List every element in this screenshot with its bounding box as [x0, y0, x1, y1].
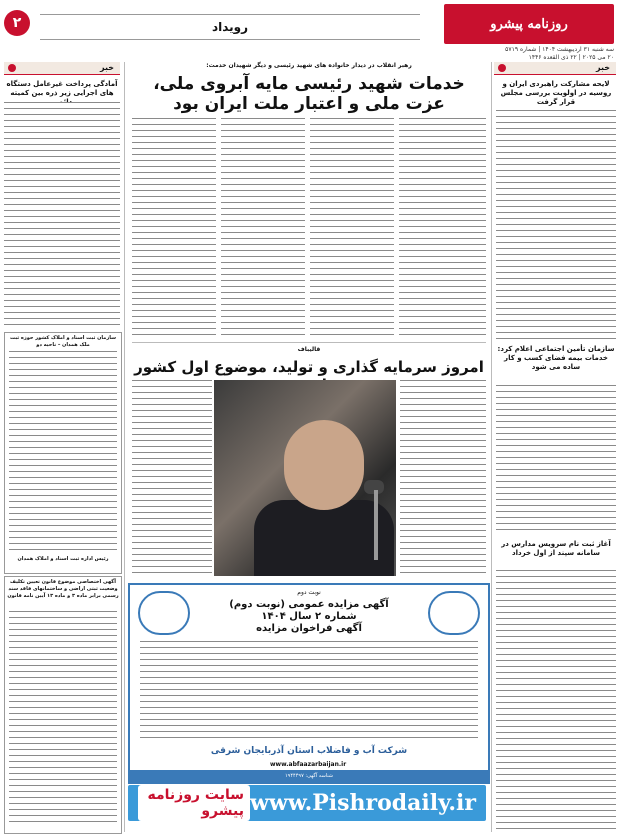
page-number: ۲	[4, 10, 30, 36]
website-banner[interactable]	[128, 785, 486, 821]
divider	[124, 62, 125, 832]
left-headline-1: آمادگی پرداخت غیرعامل دستگاه های اجرایی زیر ذره بین کمیته	[6, 80, 118, 97]
ad-footer: شناسه آگهی: ۱۹۴۴۴۹۷	[130, 770, 488, 782]
ad-kicker: نوبت دوم	[297, 589, 321, 596]
tender-advertisement	[128, 583, 490, 784]
registry-notice-signature: رئیس اداره ثبت اسناد و املاک همدان	[17, 556, 109, 562]
issue-date: سه شنبه ۳۱ اردیبهشت ۱۴۰۴ | شماره ۵۷۱۹ ۲۰ می ۲۰۲۵ | ۲۲ ذی القعده ۱۴۴۶	[505, 46, 614, 61]
left-article-1-body	[4, 102, 120, 327]
right-article-3-body	[496, 570, 616, 832]
land-notice-body	[9, 611, 117, 827]
second-body-col-3	[132, 380, 212, 576]
second-body-col-1	[400, 380, 486, 576]
main-kicker: رهبر انقلاب در دیدار خانواده های شهید رئیسی و دیگر شهیدان خدمت:	[206, 62, 412, 69]
banner-name: سایت روزنامه پیشرو	[138, 785, 250, 821]
registry-notice-box	[4, 332, 122, 574]
second-headline: امروز سرمایه گذاری و تولید، موضوع اول کشور	[134, 358, 484, 376]
banner-url[interactable]: www.Pishrodaily.ir	[249, 790, 476, 816]
newspaper-logo: روزنامه پیشرو	[444, 4, 614, 44]
land-notice-title: آگهی اختصاصی موضوع قانون تعیین تکلیف وضعیت ثبتی اراضی و ساختمانهای فاقد سند رسمی برابر ماده ۳ و ماده ۱۳ آیین نامه قانون	[7, 579, 119, 599]
right-article-1-body	[496, 110, 616, 340]
right-article-2-body	[496, 385, 616, 535]
bullet-icon	[8, 64, 16, 72]
registry-notice-title: سازمان ثبت اسناد و املاک کشور حوزه ثبت ملک همدان – ناحیه دو	[9, 335, 117, 348]
left-column-label: خبر	[4, 62, 120, 75]
main-body-col-1	[399, 118, 486, 338]
main-body-col-4	[132, 118, 216, 338]
right-headline-2: سازمان تأمین اجتماعی اعلام کرد: خدمات بیمه فضای کسب و کار ساده می شود	[497, 345, 615, 371]
divider	[132, 342, 486, 343]
right-headline-3: آغاز ثبت نام سرویس مدارس در سامانه سپند از اول خرداد	[501, 540, 611, 557]
land-notice-box	[4, 576, 122, 834]
right-headline-1: لایحه مشارکت راهبردی ایران و روسیه در اولویت بررسی مجلس قرار گرفت	[500, 80, 612, 106]
section-title: رویداد	[40, 14, 420, 40]
main-body-col-2	[310, 118, 394, 338]
right-column-label: خبر	[494, 62, 616, 75]
bullet-icon	[498, 64, 506, 72]
divider	[491, 62, 492, 832]
ad-title: آگهی مزایده عمومی (نوبت دوم) شماره ۲ سال ۱۴۰۴ آگهی فراخوان مزایده	[229, 599, 389, 634]
ad-body	[140, 641, 478, 739]
main-body-col-3	[221, 118, 305, 338]
main-headline: خدمات شهید رئیسی مایه آبروی ملی، عزت ملی و اعتبار ملت ایران بود	[153, 74, 465, 114]
speaker-photo	[214, 380, 396, 576]
ad-company: شرکت آب و فاضلاب استان آذربایجان شرقی	[210, 746, 408, 756]
registry-notice-body	[9, 351, 117, 551]
masthead	[0, 0, 620, 61]
ad-url[interactable]: www.abfaazarbaijan.ir	[270, 761, 347, 768]
second-kicker: قالیباف	[297, 346, 321, 353]
